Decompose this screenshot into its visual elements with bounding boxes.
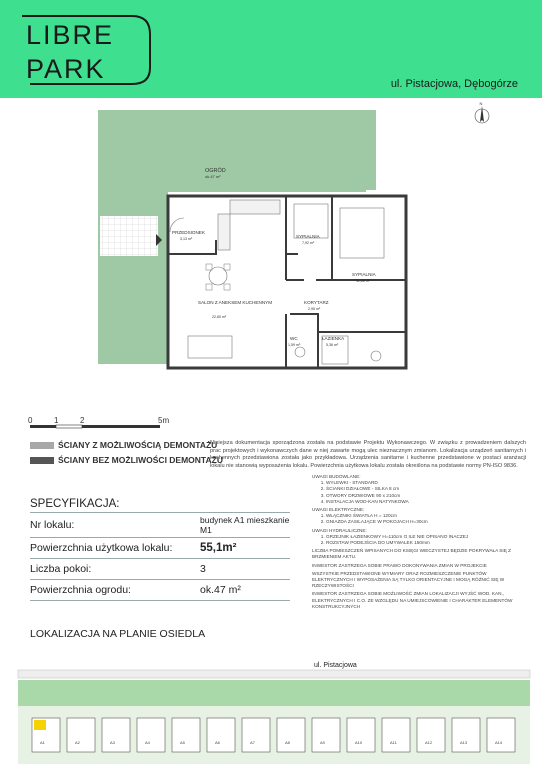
note-item: 3. OTWORY DRZWIOWE 90 x 210cm	[326, 493, 526, 499]
scale-label: 2	[80, 416, 85, 425]
scale-bar	[30, 418, 170, 432]
room-area: 7,92 m²	[302, 241, 315, 245]
note-paragraph: INWESTOR ZASTRZEGA SOBIE MOŻLIWOŚĆ ZMIAN LOKALIZACJI WYJŚĆ WOD. KAN., ELEKTRYCZNYCH I C.O. ZE WZGLĘDU NA UMIEJSCOWIENIE I CHARAKTER ELEMENTÓW KONSTRUKCYJNYCH	[312, 591, 513, 609]
logo-word-libre: LIBRE	[26, 20, 115, 50]
notes-section-construction	[312, 474, 526, 505]
note-item: 1. GRZEJNIK ŁAZIENKOWY H=110cm O ILE NIE OPISANO INACZEJ	[326, 534, 526, 540]
room-area: 1,59 m²	[288, 343, 301, 347]
room-area: 5,36 m²	[326, 343, 339, 347]
header-band	[0, 0, 542, 98]
green-strip	[18, 680, 530, 706]
garden-label: OGRÓD	[205, 168, 226, 174]
legend-label: ŚCIANY BEZ MOŻLIWOŚCI DEMONTAŻU	[58, 455, 223, 465]
site-building	[137, 718, 165, 752]
legend-item	[30, 440, 223, 450]
legend-item	[30, 455, 223, 465]
site-building-label: A8	[285, 740, 290, 745]
site-building-label: A11	[390, 740, 397, 745]
notes-section-electrical	[312, 507, 526, 526]
floor-plan-drawing	[90, 101, 510, 384]
floor-plan	[90, 101, 510, 384]
note-paragraph: WSZYSTKIE PRZEDSTAWIONE WYMIARY ORAZ ROZMIESZCZENIE PUNKTÓW ELEKTRYCZNYCH I WYPOSAŻENIA SĄ TYLKO ORIENTACYJNE I MOGĄ RÓŻNIĆ SIĘ W RZECZYWISTOŚCI	[312, 570, 505, 589]
site-building-label: A6	[215, 740, 220, 745]
site-building	[67, 718, 95, 752]
spec-title: SPECYFIKACJA:	[30, 498, 120, 510]
notes-section-hydraulic	[312, 528, 526, 547]
site-building	[312, 718, 340, 752]
site-building-label: A1	[40, 740, 45, 745]
note-item: 1. WYLEWKI - STANDARD	[326, 480, 526, 486]
compass-label: N	[479, 101, 483, 106]
site-building	[417, 718, 445, 752]
room-label: WC	[290, 336, 298, 341]
site-building	[242, 718, 270, 752]
site-building-label: A4	[145, 740, 150, 745]
spec-key: Powierzchnia użytkowa lokalu:	[30, 542, 173, 554]
notes-heading: UWAGI BUDOWLANE:	[312, 474, 361, 479]
apartment-location-marker	[34, 720, 46, 730]
notes-heading: UWAGI ELEKTRYCZNE:	[312, 507, 365, 513]
legend	[30, 440, 223, 470]
site-building	[487, 718, 515, 752]
address-text: ul. Pistacjowa, Dębogórze	[390, 78, 518, 90]
spec-row	[30, 580, 290, 601]
spec-row	[30, 512, 290, 538]
site-building-label: A3	[110, 740, 115, 745]
site-building	[347, 718, 375, 752]
disclaimer-text: Niniejsza dokumentacja sporządzona została na podstawie Projektu Wykonawczego. W związku z prowadzeniem dalszych prac projektowych i wykonawczych dane w niej zawarte mogą ulec nieznacznym zmianom. Lokalizacja urządzeń sanitarnych i kuchennych przedstawiona została jako przykładowa. Urządzenia sanitarne i kuchenne przedstawione w postaci aranżacji lokalu nie stanowią wyposażenia lokalu. Powierzchnia użytkowa lokalu została określona na podstawie normy PN-ISO 9836.	[210, 440, 526, 469]
site-building	[382, 718, 410, 752]
garden-side-area	[98, 254, 168, 364]
spec-key: Powierzchnia ogrodu:	[30, 584, 131, 596]
legend-swatch-dark	[30, 457, 54, 464]
site-building	[207, 718, 235, 752]
location-title: LOKALIZACJA NA PLANIE OSIEDLA	[30, 628, 206, 640]
site-building-label: A10	[355, 740, 363, 745]
note-item: 1. WŁĄCZNIKI ŚWIATŁA H = 120cm	[326, 513, 526, 519]
site-plan	[18, 648, 530, 764]
site-building-label: A9	[320, 740, 325, 745]
room-area: 22,60 m²	[212, 315, 227, 319]
brand-logo[interactable]	[20, 14, 152, 86]
site-building	[452, 718, 480, 752]
scale-label: 0	[28, 416, 33, 425]
site-building	[102, 718, 130, 752]
site-building	[172, 718, 200, 752]
site-building-label: A2	[75, 740, 80, 745]
site-building-label: A14	[495, 740, 503, 745]
spec-key: Liczba pokoi:	[30, 563, 92, 575]
room-area: 2,95 m²	[308, 307, 321, 311]
note-paragraph: INWESTOR ZASTRZEGA SOBIE PRAWO DOKONYWANIA ZMIAN W PROJEKCIE	[312, 562, 487, 568]
scale-label: 1	[54, 416, 59, 425]
road	[18, 670, 530, 678]
logo-word-park: PARK	[26, 54, 106, 84]
legend-label: ŚCIANY Z MOŻLIWOŚCIĄ DEMONTAŻU	[58, 440, 218, 450]
site-building-label: A7	[250, 740, 255, 745]
notes-heading: UWAGI HYDRAULICZNE:	[312, 527, 367, 533]
spec-row	[30, 559, 290, 580]
street-label: ul. Pistacjowa	[314, 662, 357, 669]
room-label: KORYTARZ	[304, 300, 329, 305]
site-plan-drawing	[18, 648, 530, 764]
spec-row	[30, 538, 290, 559]
room-label: PRZEDSIONEK	[172, 230, 205, 235]
legend-swatch-light	[30, 442, 54, 449]
spec-value: 3	[200, 563, 206, 575]
technical-notes	[312, 474, 526, 612]
room-label: SYPIALNIA	[296, 234, 320, 239]
note-paragraph: LICZBA POMIESZCZEŃ WPISANYCH DO KSIĘGI WIECZYSTEJ BĘDZIE POKRYWAŁA SIĘ Z BRZMIENIEM AKTU.	[312, 548, 511, 560]
spec-value: ok.47 m²	[200, 584, 241, 596]
site-building	[277, 718, 305, 752]
garden-area-label: ok.47 m²	[205, 174, 221, 179]
note-item: 2. ROZSTAW PODEJŚCIA DO UMYWALEK 150mm	[326, 540, 526, 546]
spec-table	[30, 512, 290, 601]
site-building-label: A13	[460, 740, 468, 745]
note-item: 4. INSTALACJA WOD-KAN NATYNKOWA	[326, 499, 526, 505]
room-label: SALON Z ANEKSEM KUCHENNYM	[198, 300, 273, 305]
site-building-label: A12	[425, 740, 433, 745]
spec-value: budynek A1 mieszkanie M1	[200, 515, 290, 535]
room-area: 3,13 m²	[180, 237, 193, 241]
spec-value: 55,1m²	[200, 542, 237, 554]
terrace	[100, 216, 158, 256]
spec-key: Nr lokalu:	[30, 519, 75, 531]
room-label: SYPIALNIA	[352, 272, 376, 277]
site-building-label: A5	[180, 740, 185, 745]
note-item: 2. ŚCIANKI DZIAŁOWE - SILKA 8 cm	[326, 486, 526, 492]
note-item: 2. GNIAZDA ZASILAJĄCE W POKOJACH H=30cm	[326, 519, 526, 525]
kitchen-side-counter	[218, 214, 230, 250]
room-label: ŁAZIENKA	[322, 336, 345, 341]
room-area: 11,55 m²	[356, 279, 370, 283]
compass-icon	[475, 101, 489, 123]
kitchen-counter	[230, 200, 280, 214]
scale-label: 5m	[158, 416, 170, 425]
